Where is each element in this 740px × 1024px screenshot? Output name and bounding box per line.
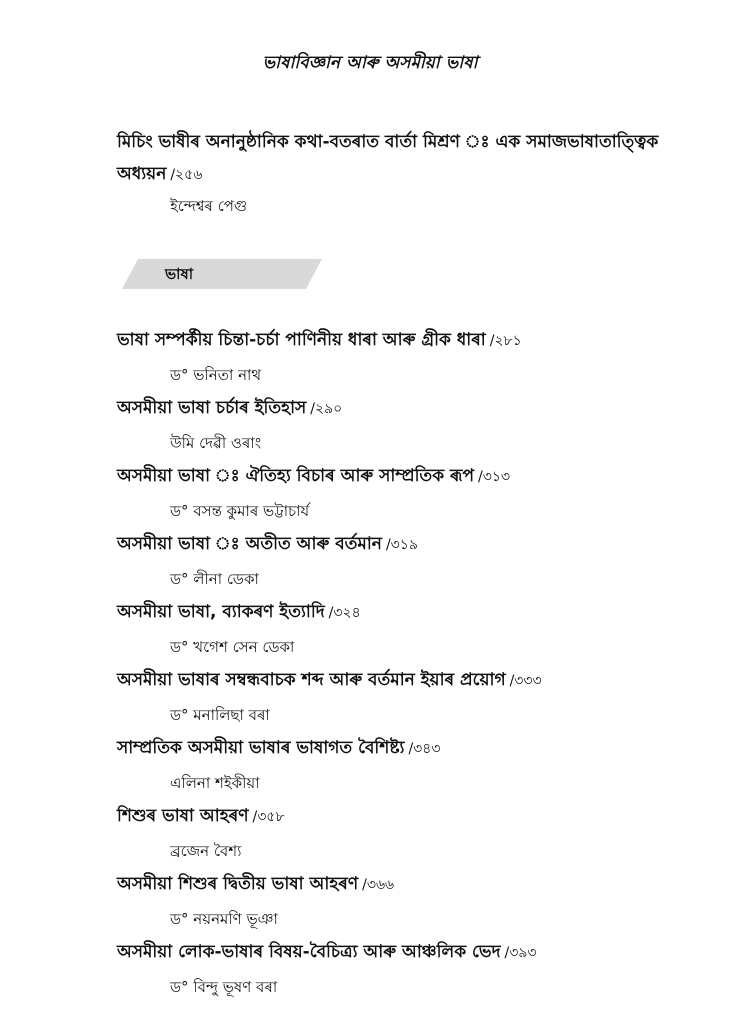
entry-author: ড° মনালিছা বৰা — [170, 706, 270, 724]
entry-title: মিচিং ভাষীৰ অনানুষ্ঠানিক কথা-বতৰাত বাৰ্তা মিশ্ৰণ ঃ এক সমাজভাষাতাত্ত্বিক — [117, 132, 659, 152]
page-number: /৩৬৬ — [362, 877, 395, 893]
entry-title: অসমীয়া ভাষা চৰ্চাৰ ইতিহাস — [117, 398, 307, 418]
entry-title: অসমীয়া ভাষা ঃ অতীত আৰু বৰ্তমান — [117, 534, 382, 554]
page-number: /৩৩৩ — [509, 673, 542, 689]
toc-entry — [117, 799, 727, 867]
page-number: /৩২৪ — [328, 605, 361, 621]
page-header: ভাষাবিজ্ঞান আৰু অসমীয়া ভাষা — [262, 53, 478, 73]
entry-author: ড° নয়নমণি ভূঞা — [170, 910, 278, 928]
page-number: /৩৫৮ — [252, 809, 285, 825]
entry-author: ব্ৰজেন বৈশ্য — [170, 842, 242, 860]
toc-entry — [117, 459, 727, 527]
entry-author: এলিনা শইকীয়া — [170, 774, 260, 792]
toc-entry — [117, 323, 727, 391]
entry-author: ড° লীনা ডেকা — [170, 570, 259, 588]
toc-entry — [117, 663, 727, 731]
entry-title: অসমীয়া শিশুৰ দ্বিতীয় ভাষা আহৰণ — [117, 874, 359, 894]
toc-list — [117, 323, 727, 1003]
entry-title: শিশুৰ ভাষা আহৰণ — [117, 806, 249, 826]
entry-author: ড° খগেশ সেন ডেকা — [170, 638, 295, 656]
entry-title: সাম্প্ৰতিক অসমীয়া ভাষাৰ ভাষাগত বৈশিষ্ট্য — [117, 738, 405, 758]
section-banner — [122, 259, 322, 289]
page-number: /৩১৩ — [478, 469, 511, 485]
page-number: /৩১৯ — [385, 537, 418, 553]
page-number: /২৫৬ — [170, 167, 203, 183]
page-number: /৩৯৩ — [504, 945, 537, 961]
page-number: /২৮১ — [489, 333, 522, 349]
toc-entry — [117, 935, 727, 1003]
entry-title: ভাষা সম্পৰ্কীয় চিন্তা-চৰ্চা পাণিনীয় ধাৰা আৰু গ্ৰীক ধাৰা — [117, 330, 486, 350]
entry-title: অসমীয়া ভাষা ঃ ঐতিহ্য বিচাৰ আৰু সাম্প্ৰতিক ৰূপ — [117, 466, 475, 486]
entry-title: অসমীয়া ভাষাৰ সম্বন্ধবাচক শব্দ আৰু বৰ্তমান ইয়াৰ প্ৰয়োগ — [117, 670, 506, 690]
entry-title-part: অধ্যয়ন — [117, 164, 167, 184]
entry-title-continuation — [117, 158, 717, 191]
entry-author: ড° বিন্দু ভূষণ বৰা — [170, 978, 278, 996]
page-number: /৩৪৩ — [408, 741, 441, 757]
toc-entry — [117, 731, 727, 799]
page-number: /২৯০ — [310, 401, 343, 417]
toc-entry — [117, 867, 727, 935]
entry-author: উমি দেৱী ওৰাং — [170, 434, 262, 452]
entry-title: অসমীয়া ভাষা, ব্যাকৰণ ইত্যাদি — [117, 602, 325, 622]
entry-title: অসমীয়া লোক-ভাষাৰ বিষয়-বৈচিত্ৰ্য আৰু আঞ্চলিক ভেদ — [117, 942, 501, 962]
toc-entry — [117, 595, 727, 663]
entry-author: ইন্দেশ্বৰ পেগু — [170, 197, 248, 215]
toc-entry — [117, 527, 727, 595]
entry-author: ড° ভনিতা নাথ — [170, 366, 262, 384]
toc-entry — [117, 391, 727, 459]
section-label: ভাষা — [165, 265, 194, 283]
entry-author: ড° বসন্ত কুমাৰ ভট্টাচাৰ্য — [170, 502, 310, 520]
toc-entry-intro — [117, 126, 717, 221]
